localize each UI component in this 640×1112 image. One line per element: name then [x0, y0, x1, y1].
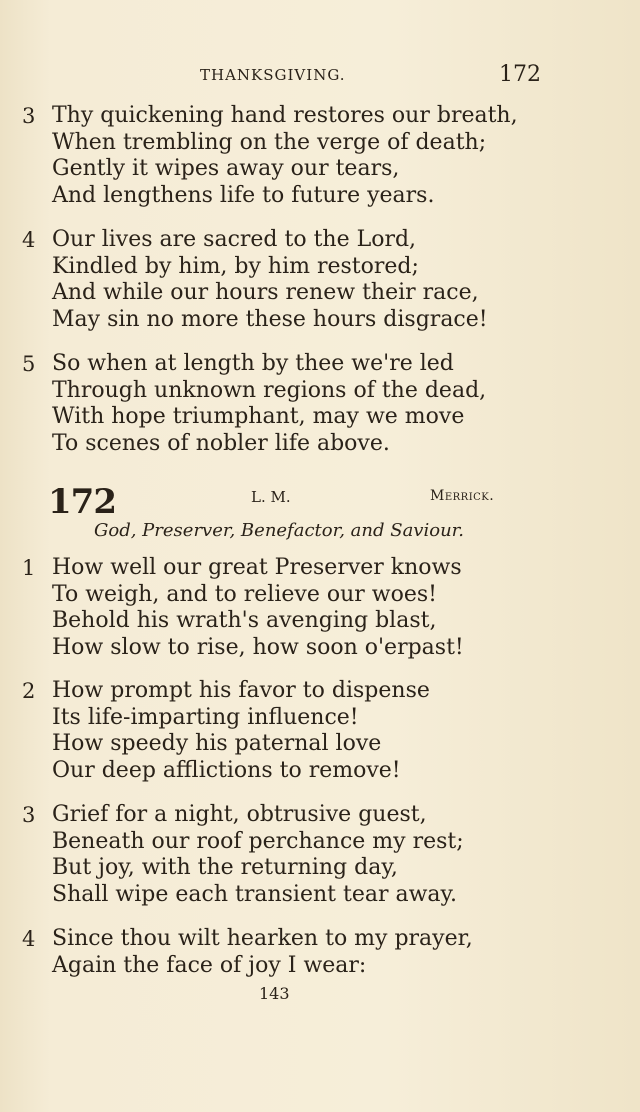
verse-line: Its life-imparting influence!	[52, 704, 359, 730]
running-title: THANKSGIVING.	[200, 66, 346, 84]
verse-line: To weigh, and to relieve our woes!	[52, 581, 437, 607]
verse-line: And lengthens life to future years.	[52, 182, 435, 208]
verse-line: Through unknown regions of the dead,	[52, 377, 487, 403]
verse-line: But joy, with the returning day,	[52, 855, 398, 880]
verse-line: How speedy his paternal love	[52, 731, 382, 756]
verse-line: Kindled by him, by him restored;	[52, 253, 419, 279]
page-number-top: 172	[499, 62, 541, 87]
stanza-number: 4	[22, 228, 36, 252]
running-head	[0, 62, 640, 86]
stanza-number: 3	[22, 104, 36, 128]
stanza-number: 1	[22, 556, 36, 580]
verse-line: And while our hours renew their race,	[52, 280, 479, 305]
verse-line: Since thou wilt hearken to my prayer,	[52, 926, 473, 951]
verse-line: Shall wipe each transient tear away.	[52, 881, 458, 907]
stanza-number: 4	[22, 927, 36, 951]
verse-line: How well our great Preserver knows	[52, 555, 462, 580]
verse-line: How slow to rise, how soon o'erpast!	[52, 634, 464, 660]
hymn-tune: Merrick.	[430, 488, 495, 504]
hymn-subtitle: God, Preserver, Benefactor, and Saviour.	[94, 520, 465, 541]
verse-line: Our lives are sacred to the Lord,	[52, 227, 417, 252]
verse-line: When trembling on the verge of death;	[52, 129, 487, 155]
page-number-bottom: 143	[259, 984, 290, 1003]
stanza-number: 2	[22, 679, 36, 703]
verse-line: Gently it wipes away our tears,	[52, 156, 400, 181]
verse-line: Again the face of joy I wear:	[52, 952, 367, 978]
verse-line: Beneath our roof perchance my rest;	[52, 828, 464, 854]
verse-line: Thy quickening hand restores our breath,	[52, 103, 518, 128]
verse-line: How prompt his favor to dispense	[52, 678, 430, 703]
verse-line: To scenes of nobler life above.	[52, 430, 390, 456]
hymn-meter: L. M.	[251, 488, 291, 506]
verse-line: May sin no more these hours disgrace!	[52, 306, 488, 332]
verse-line: With hope triumphant, may we move	[52, 404, 465, 429]
stanza-number: 5	[22, 352, 36, 376]
verse-line: Behold his wrath's avenging blast,	[52, 608, 437, 633]
verse-line: So when at length by thee we're led	[52, 351, 454, 376]
verse-line: Our deep afflictions to remove!	[52, 757, 401, 783]
stanza-number: 3	[22, 803, 36, 827]
verse-line: Grief for a night, obtrusive guest,	[52, 802, 427, 827]
hymn-header	[0, 482, 640, 522]
hymn-number: 172	[48, 482, 116, 522]
